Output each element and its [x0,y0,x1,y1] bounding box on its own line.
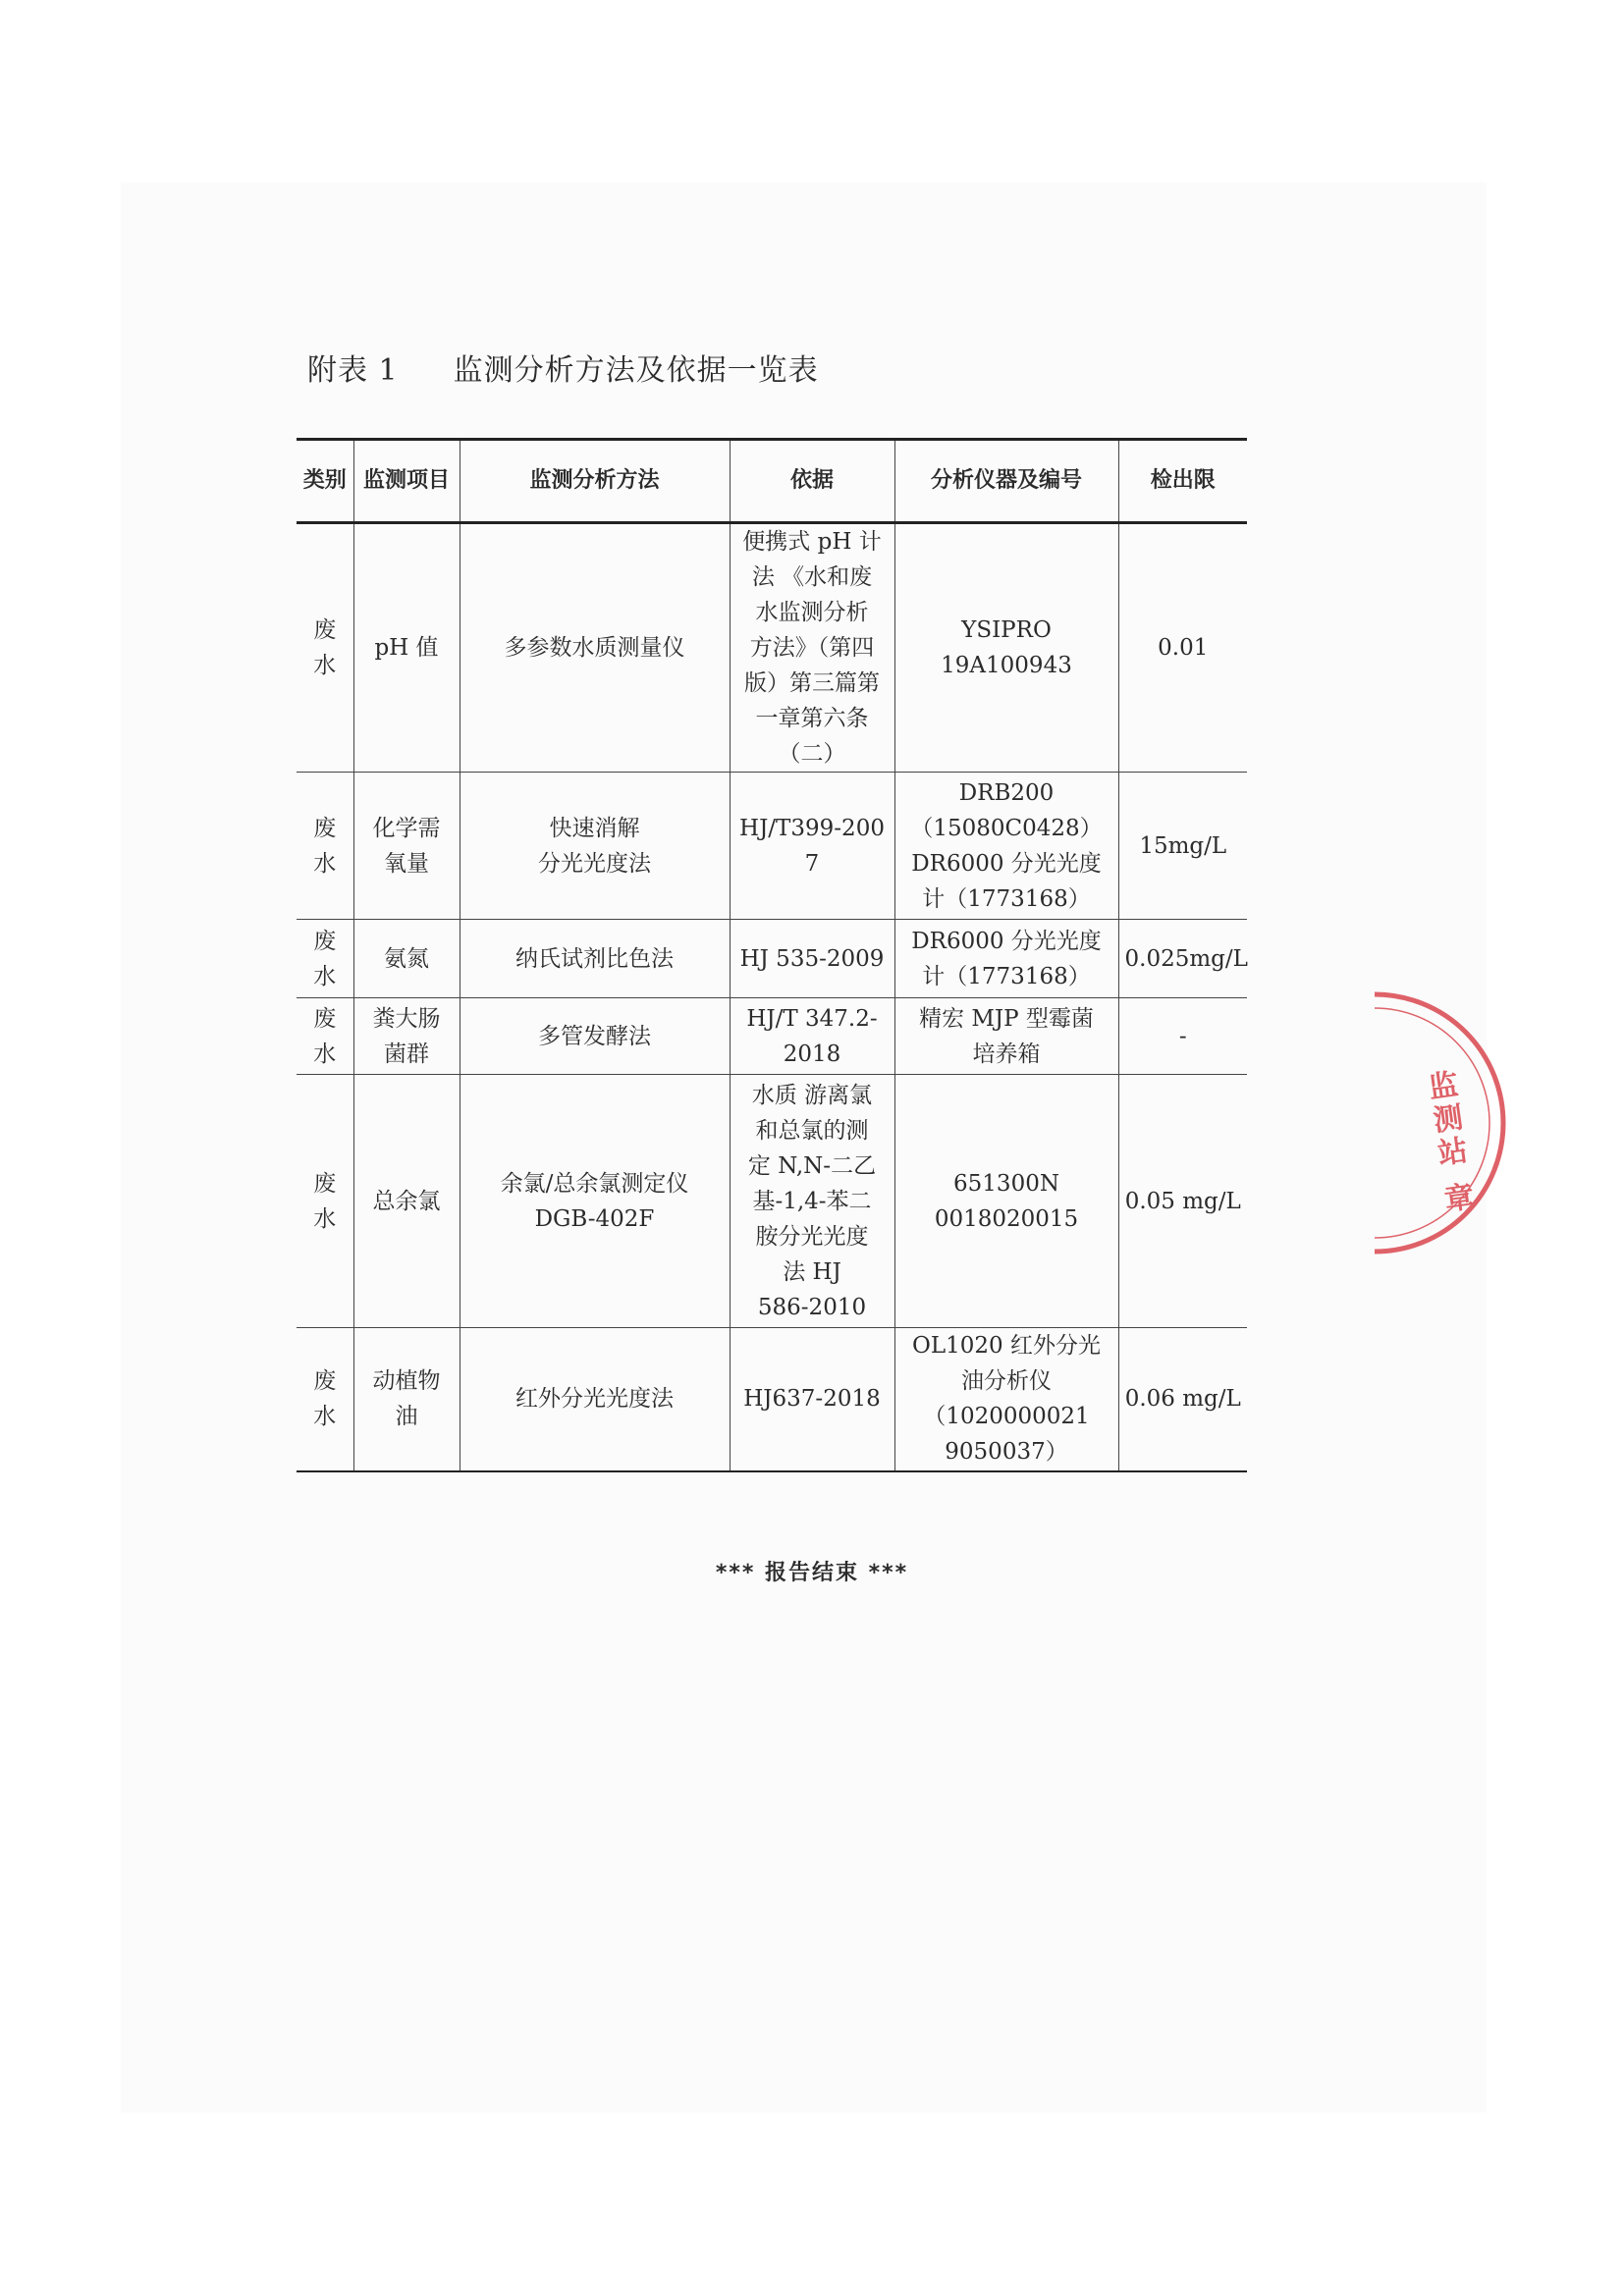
cell-method [460,998,730,1075]
cell-line: （15080C0428） [910,815,1103,841]
cell-line: 版）第三篇第 [744,670,880,696]
cell-method [460,1075,730,1328]
cell-item [353,1328,460,1471]
cell-line: 法 HJ [783,1258,841,1285]
cell-basis [730,523,894,773]
cell-line: 19A100943 [941,653,1072,678]
cell-line: 化学需 [372,815,441,841]
cell-line: 油分析仪 [961,1368,1052,1395]
table-caption [307,346,819,389]
cell-line: 基-1,4-苯二 [752,1188,872,1214]
cell-item [353,998,460,1075]
cell-line: 水监测分析 [755,600,869,625]
cell-line: 动植物 [372,1368,441,1395]
cell-line: HJ 535-2009 [739,945,885,972]
table-row [297,773,1247,920]
cell-line: 0.05 mg/L [1124,1188,1241,1214]
cell-line: 培养箱 [972,1041,1041,1067]
cell-category [297,1075,353,1328]
cell-instrument [894,998,1118,1075]
cell-category [297,920,353,998]
cell-line: 586-2010 [757,1294,867,1320]
cell-basis [730,1075,894,1328]
cell-line: 水质 游离氯 [751,1082,873,1108]
cell-line: OL1020 红外分光 [912,1333,1101,1360]
cell-item [353,773,460,920]
cell-line: 氧量 [384,850,429,877]
cell-method [460,773,730,920]
header-basis: 依据 [730,440,894,523]
official-seal [1355,977,1512,1271]
cell-item [353,920,460,998]
cell-line: 和总氯的测 [755,1117,869,1144]
cell-line: 菌群 [384,1041,429,1067]
cell-limit [1118,1075,1247,1328]
cell-line: DRB200 [958,779,1055,806]
report-end-mark: *** 报告结束 *** [715,1561,909,1585]
cell-method [460,523,730,773]
seal-chars: 监测站 章 [1421,1068,1476,1219]
cell-line: 方法》（第四 [749,635,875,661]
header-item: 监测项目 [353,440,460,523]
cell-line: 总余氯 [372,1188,441,1214]
cell-line: 0.025mg/L [1124,945,1248,972]
cell-basis [730,1328,894,1471]
cell-line: 水 [313,1205,337,1232]
cell-limit [1118,773,1247,920]
cell-category [297,773,353,920]
cell-line: 水 [313,1404,337,1430]
cell-line: 一章第六条 [755,706,869,731]
cell-instrument [894,920,1118,998]
cell-line: 0.01 [1158,635,1209,661]
cell-line: 水 [313,1041,337,1067]
cell-line: 水 [313,850,337,877]
cell-line: 水 [313,653,337,678]
cell-line: 废 [313,1170,337,1197]
table-body [297,523,1247,1471]
cell-line: 废 [313,928,337,954]
appendix-label: 附表 1 [307,353,399,388]
cell-limit [1118,1328,1247,1471]
cell-instrument [894,1328,1118,1471]
cell-line: 纳氏试剂比色法 [515,945,674,972]
cell-line: 废 [313,1368,337,1395]
cell-line: 计（1773168） [922,885,1091,912]
cell-line: 0018020015 [934,1205,1079,1232]
cell-item [353,523,460,773]
cell-basis [730,920,894,998]
cell-line: HJ637-2018 [743,1386,881,1413]
cell-instrument [894,1075,1118,1328]
cell-line: 便携式 pH 计 [742,529,882,555]
cell-line: 15mg/L [1139,832,1227,859]
cell-line: 7 [804,850,820,877]
header-limit: 检出限 [1118,440,1247,523]
table-row [297,998,1247,1075]
cell-line: 651300N [953,1170,1059,1197]
cell-category [297,1328,353,1471]
cell-line: （1020000021 [923,1404,1090,1430]
cell-line: 多管发酵法 [538,1023,651,1049]
cell-line: 计（1773168） [922,963,1091,989]
cell-line: pH 值 [374,635,439,661]
header-instrument: 分析仪器及编号 [894,440,1118,523]
cell-basis [730,998,894,1075]
cell-line: 分光光度法 [538,850,651,877]
header-category: 类别 [297,440,353,523]
cell-line: YSIPRO [961,617,1052,643]
cell-line: 水 [313,963,337,989]
cell-method [460,920,730,998]
cell-line: 余氯/总余氯测定仪 [500,1170,689,1197]
cell-line: 精宏 MJP 型霉菌 [919,1005,1094,1032]
table-row [297,1075,1247,1328]
cell-line: 粪大肠 [372,1005,441,1032]
cell-line: 油 [395,1404,418,1430]
table-row [297,1328,1247,1471]
cell-line: 9050037） [945,1439,1068,1466]
cell-line: DGB-402F [534,1205,655,1232]
cell-limit [1118,998,1247,1075]
cell-line: HJ/T 347.2- [746,1005,878,1032]
cell-line: 快速消解 [549,815,640,841]
cell-line: （二） [778,741,846,767]
cell-limit [1118,920,1247,998]
cell-category [297,523,353,773]
cell-instrument [894,523,1118,773]
header-method: 监测分析方法 [460,440,730,523]
cell-instrument [894,773,1118,920]
cell-line: 0.06 mg/L [1124,1386,1241,1413]
cell-line: 红外分光光度法 [515,1386,674,1413]
table-row [297,523,1247,773]
cell-category [297,998,353,1075]
table-header-row [297,440,1247,523]
cell-line: 废 [313,617,337,643]
cell-limit [1118,523,1247,773]
cell-line: 废 [313,815,337,841]
cell-line: 法 《水和废 [751,564,873,590]
cell-item [353,1075,460,1328]
table-row [297,920,1247,998]
cell-line: 氨氮 [384,945,429,972]
cell-basis [730,773,894,920]
cell-line: 定 N,N-二乙 [747,1152,877,1179]
cell-method [460,1328,730,1471]
cell-line: 多参数水质测量仪 [504,635,685,661]
methods-table [297,438,1247,1472]
cell-line: 胺分光光度 [755,1223,869,1250]
cell-line: - [1178,1023,1187,1049]
cell-line: HJ/T399-200 [739,815,885,841]
cell-line: DR6000 分光光度 [911,928,1102,954]
table-title: 监测分析方法及依据一览表 [453,353,819,388]
cell-line: 废 [313,1005,337,1032]
cell-line: DR6000 分光光度 [911,850,1102,877]
cell-line: 2018 [783,1041,841,1067]
